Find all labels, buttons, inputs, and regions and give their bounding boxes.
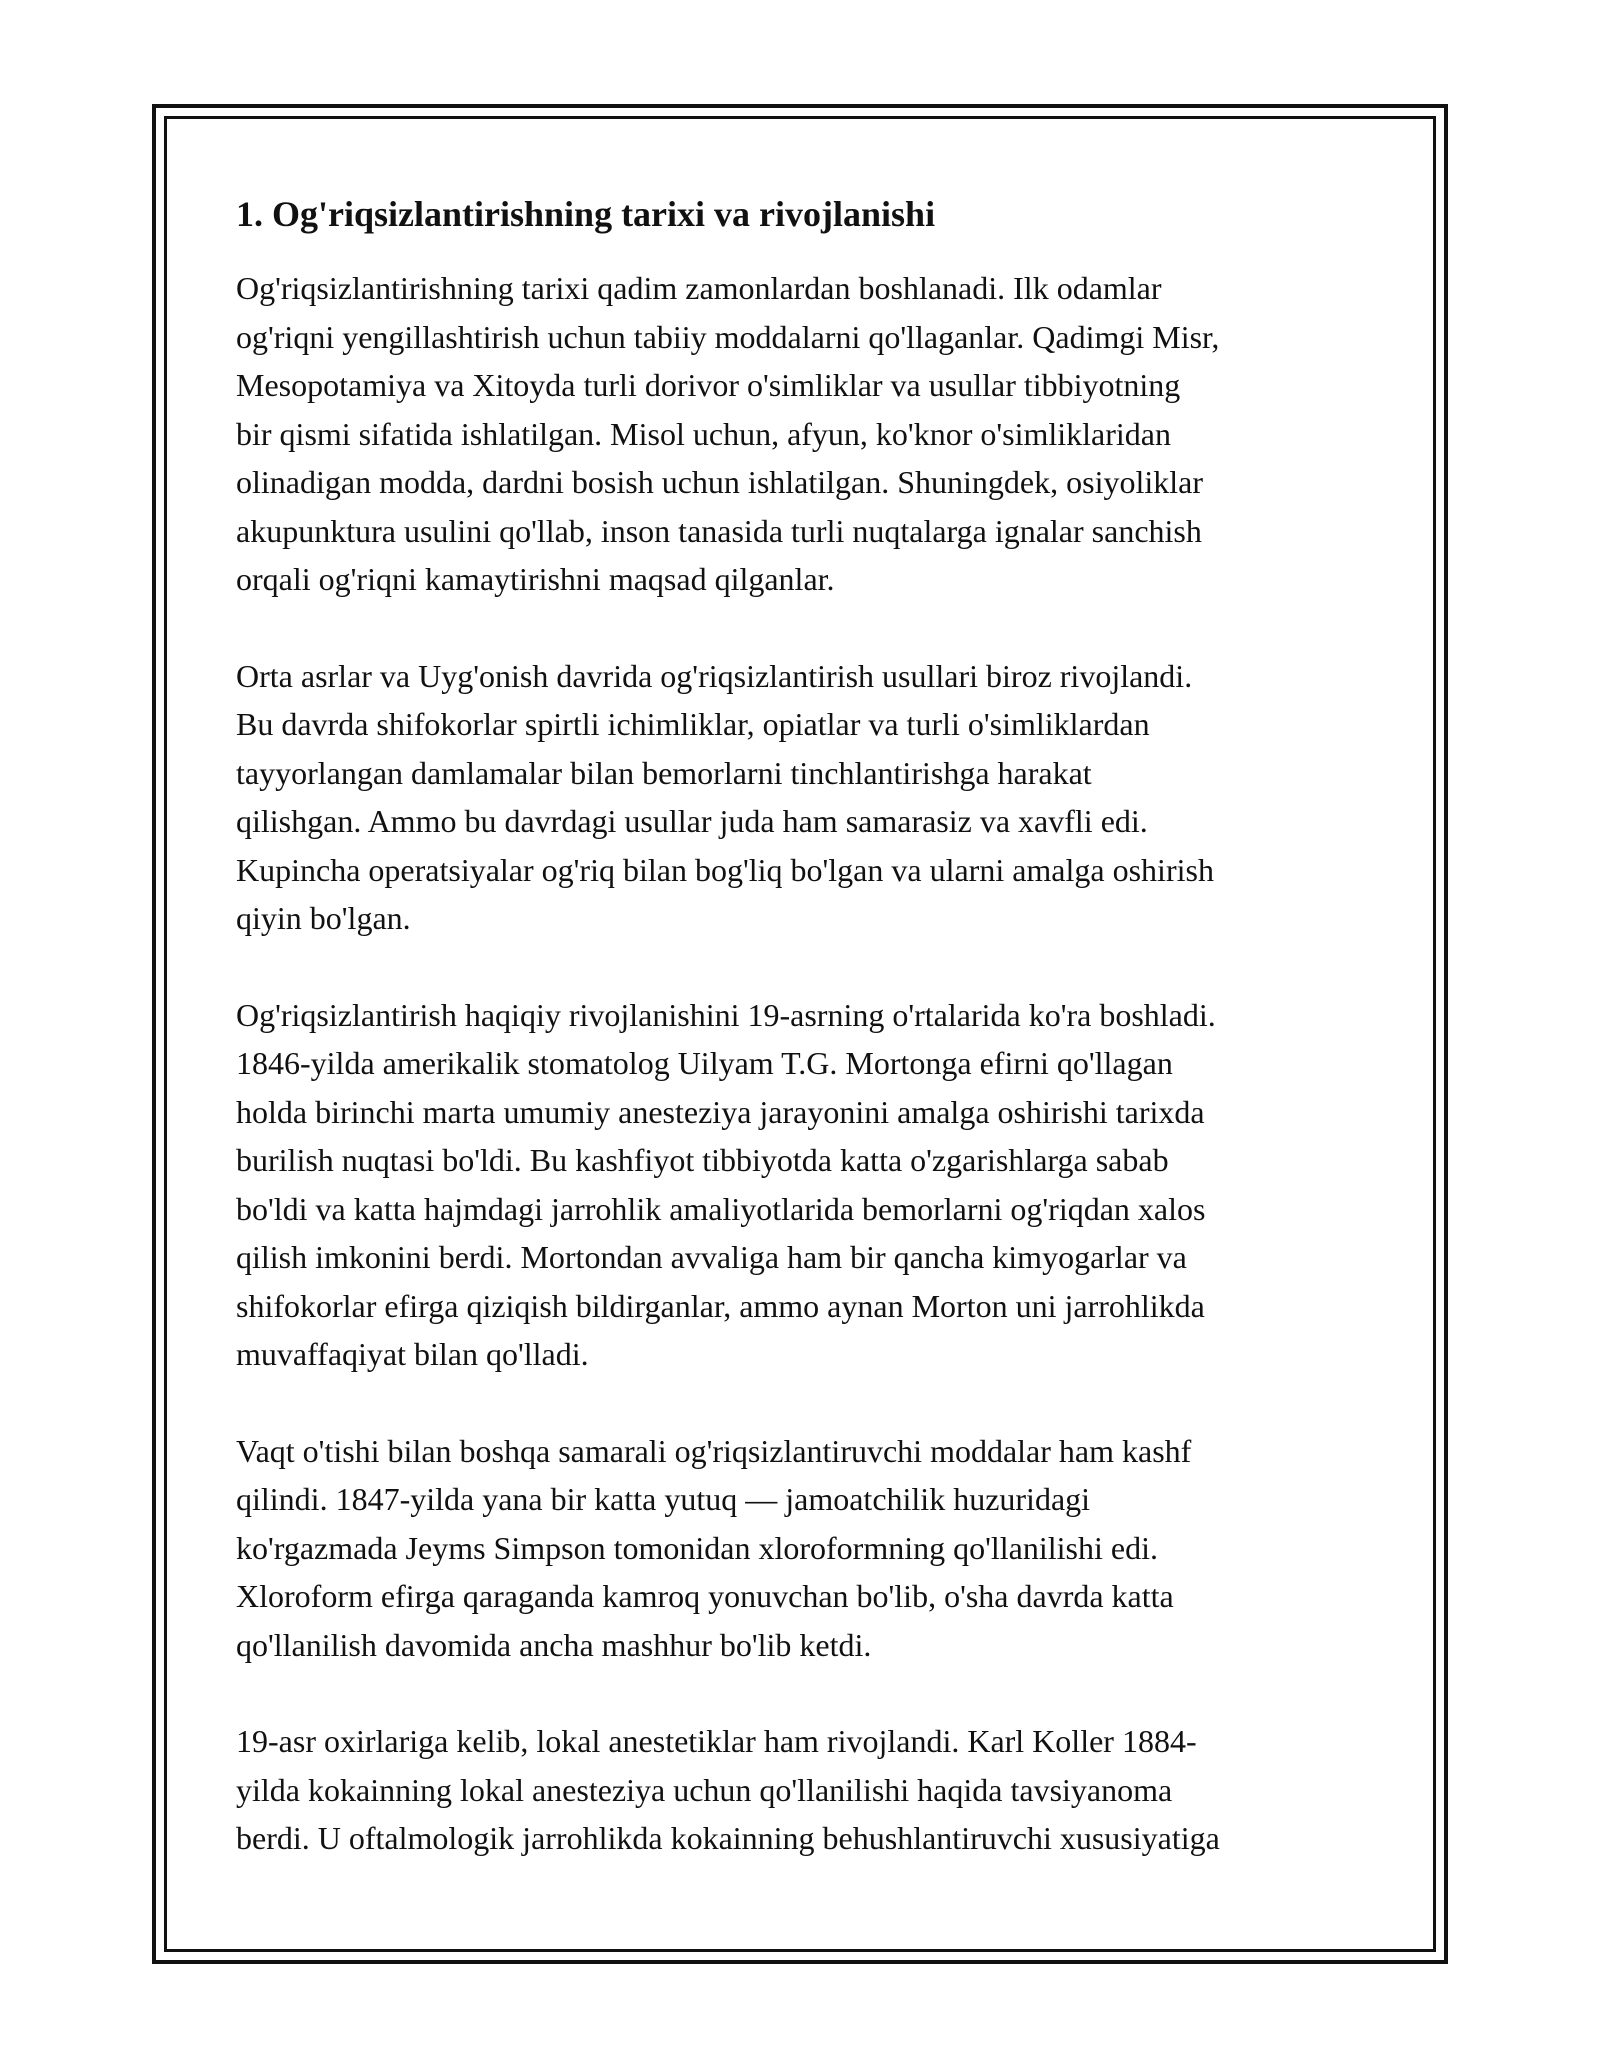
paragraph-list: [236, 264, 1386, 1863]
text-line: bo'ldi va katta hajmdagi jarrohlik amaliyotlarida bemorlarni og'riqdan xalos: [236, 1190, 1206, 1227]
text-line: tayyorlangan damlamalar bilan bemorlarni tinchlantirishga harakat: [236, 754, 1092, 791]
text-line: burilish nuqtasi bo'ldi. Bu kashfiyot tibbiyotda katta o'zgarishlarga sabab: [236, 1142, 1169, 1178]
text-line: Bu davrda shifokorlar spirtli ichimliklar, opiatlar va turli o'simliklardan: [236, 706, 1150, 742]
text-line: qiyin bo'lgan.: [236, 900, 411, 936]
text-line: bir qismi sifatida ishlatilgan. Misol uchun, afyun, ko'knor o'simliklaridan: [236, 415, 1171, 452]
text-line: Og'riqsizlantirish haqiqiy rivojlanishini 19-asrning o'rtalarida ko'ra boshladi.: [236, 996, 1216, 1033]
text-line: Mesopotamiya va Xitoyda turli dorivor o'simliklar va usullar tibbiyotning: [236, 367, 1181, 403]
text-line: qilishgan. Ammo bu davrdagi usullar juda ham samarasiz va xavfli edi.: [236, 803, 1148, 839]
text-line: Xloroform efirga qaraganda kamroq yonuvchan bo'lib, o'sha davrda katta: [236, 1578, 1174, 1614]
text-line: 1846-yilda amerikalik stomatolog Uilyam T.G. Mortonga efirni qo'llagan: [236, 1045, 1173, 1081]
text-line: Kupincha operatsiyalar og'riq bilan bog'liq bo'lgan va ularni amalga oshirish: [236, 851, 1214, 888]
text-line: akupunktura usulini qo'llab, inson tanasida turli nuqtalarga ignalar sanchish: [236, 512, 1202, 549]
text-line: orqali og'riqni kamaytirishni maqsad qilganlar.: [236, 561, 835, 597]
text-line: berdi. U oftalmologik jarrohlikda kokainning behushlantiruvchi xususiyatiga: [236, 1820, 1220, 1856]
text-line: qilish imkonini berdi. Mortondan avvaliga ham bir qancha kimyogarlar va: [236, 1239, 1187, 1275]
text-line: og'riqni yengillashtirish uchun tabiiy moddalarni qo'llaganlar. Qadimgi Misr,: [236, 318, 1220, 355]
section-title: 1. Og'riqsizlantirishning tarixi va rivojlanishi: [236, 194, 936, 234]
text-line: ko'rgazmada Jeyms Simpson tomonidan xloroformning qo'llanilishi edi.: [236, 1529, 1158, 1566]
text-line: yilda kokainning lokal anesteziya uchun qo'llanilishi haqida tavsiyanoma: [236, 1771, 1173, 1808]
text-line: qilindi. 1847-yilda yana bir katta yutuq — jamoatchilik huzuridagi: [236, 1481, 1091, 1517]
paragraph-4: [236, 1427, 1386, 1670]
text-line: Vaqt o'tishi bilan boshqa samarali og'riqsizlantiruvchi moddalar ham kashf: [236, 1432, 1192, 1469]
text-line: muvaffaqiyat bilan qo'lladi.: [236, 1336, 589, 1372]
paragraph-1: [236, 264, 1386, 604]
document-body: [236, 190, 1386, 1911]
text-line: Og'riqsizlantirishning tarixi qadim zamonlardan boshlanadi. Ilk odamlar: [236, 270, 1162, 306]
paragraph-2: [236, 652, 1386, 943]
paragraph-3: [236, 991, 1386, 1379]
text-line: qo'llanilish davomida ancha mashhur bo'lib ketdi.: [236, 1626, 872, 1663]
text-line: 19-asr oxirlariga kelib, lokal anestetiklar ham rivojlandi. Karl Koller 1884-: [236, 1723, 1197, 1759]
paragraph-5: [236, 1717, 1386, 1863]
text-line: olinadigan modda, dardni bosish uchun ishlatilgan. Shuningdek, osiyoliklar: [236, 464, 1203, 500]
text-line: Orta asrlar va Uyg'onish davrida og'riqsizlantirish usullari biroz rivojlandi.: [236, 657, 1193, 694]
text-line: holda birinchi marta umumiy anesteziya jarayonini amalga oshirishi tarixda: [236, 1093, 1205, 1130]
text-line: shifokorlar efirga qiziqish bildirganlar, ammo aynan Morton uni jarrohlikda: [236, 1287, 1205, 1324]
